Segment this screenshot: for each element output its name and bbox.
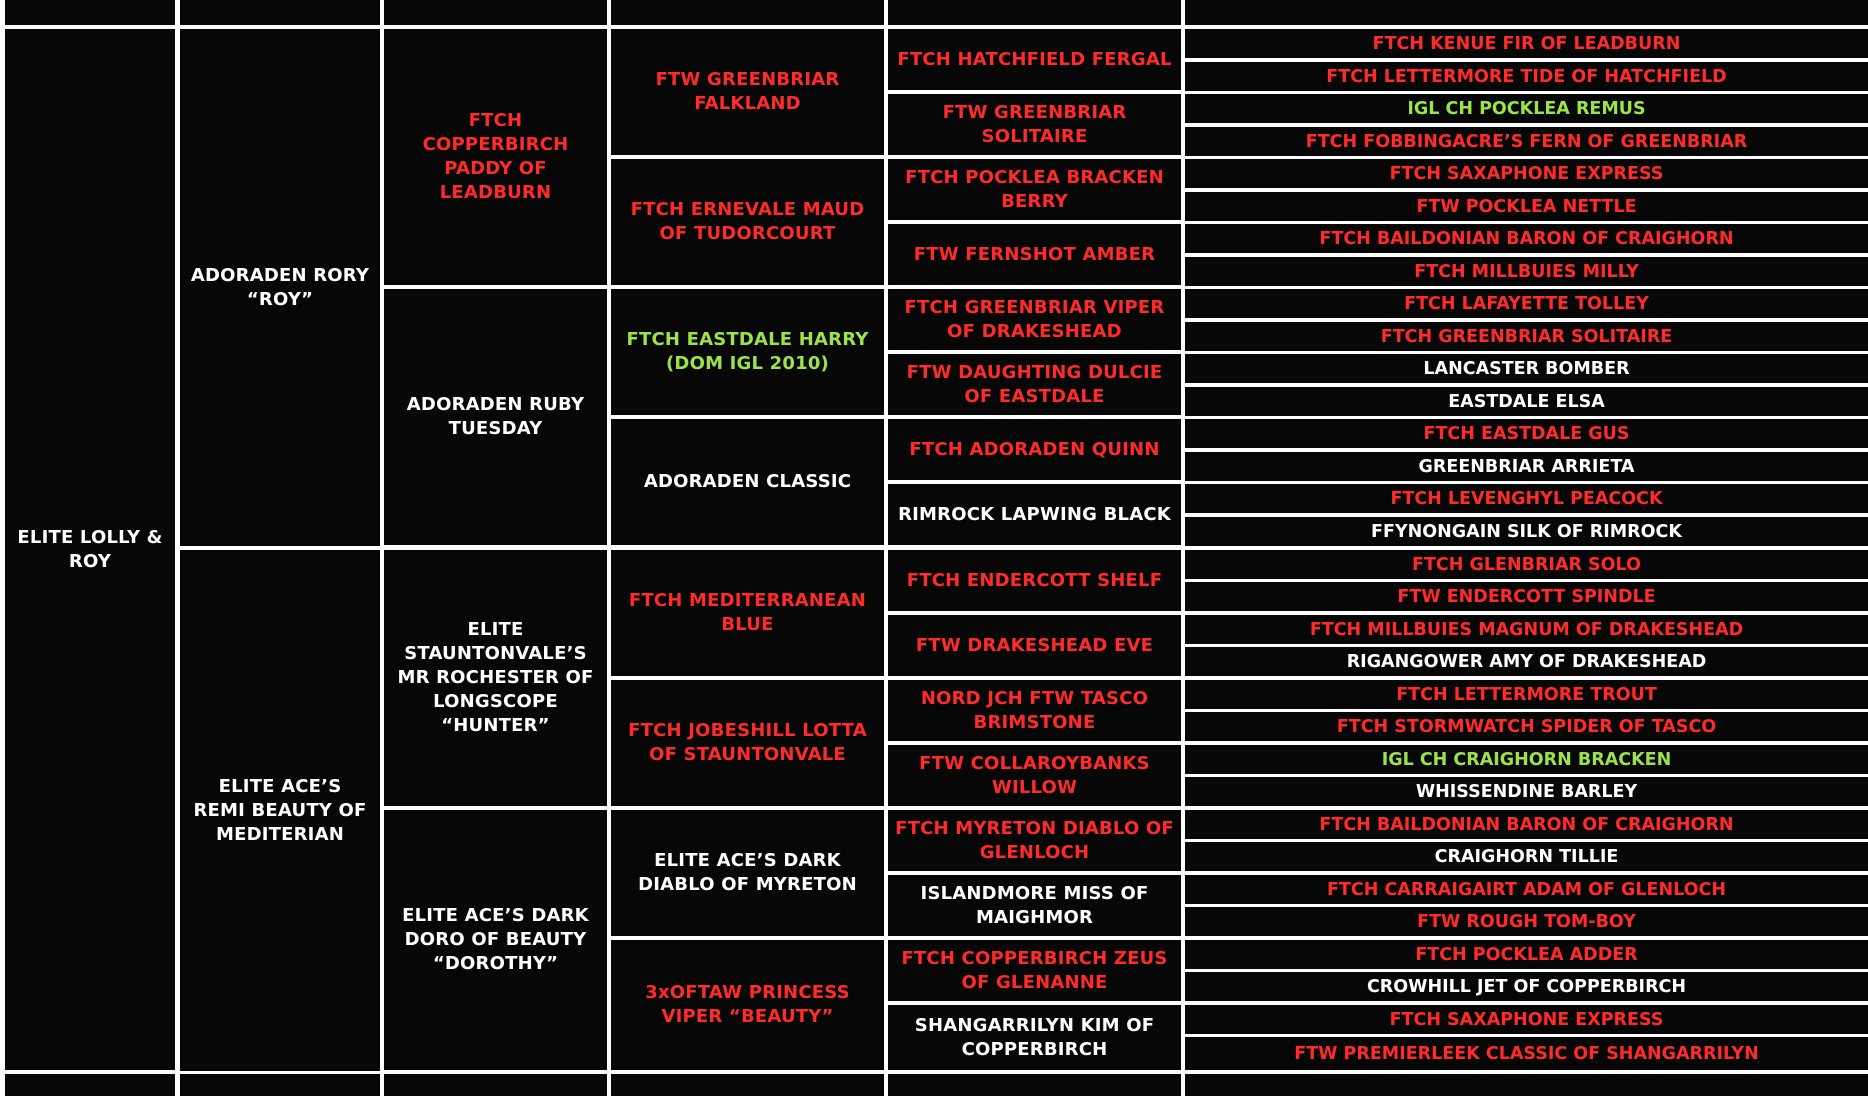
footer-cell xyxy=(888,1074,1181,1096)
gen5-ancestor-cell-name: ISLANDMORE MISS OF MAIGHMOR xyxy=(920,882,1149,928)
great-grandparent-cell-name: FTCH JOBESHILL LOTTA OF STAUNTONVALE xyxy=(628,720,867,765)
footer-cell xyxy=(1185,1074,1868,1096)
header-cell xyxy=(5,0,175,25)
gen6-ancestor-cell xyxy=(1185,777,1868,806)
gen6-ancestor-cell xyxy=(1185,127,1868,156)
gen5-ancestor-cell xyxy=(888,29,1181,90)
parent-cell xyxy=(180,550,380,1071)
gen6-ancestor-cell-name: FTCH LAFAYETTE TOLLEY xyxy=(1404,293,1649,314)
great-grandparent-cell xyxy=(611,289,884,415)
gen6-ancestor-cell-name: FTW PREMIERLEEK CLASSIC OF SHANGARRILYN xyxy=(1294,1043,1759,1064)
gen5-ancestor-cell-name: FTCH MYRETON DIABLO OF GLENLOCH xyxy=(895,817,1174,863)
gen6-ancestor-cell xyxy=(1185,582,1868,611)
great-grandparent-cell xyxy=(611,810,884,936)
great-grandparent-cell xyxy=(611,680,884,806)
gen6-ancestor-cell xyxy=(1185,810,1868,839)
gen6-ancestor-cell xyxy=(1185,257,1868,286)
gen6-ancestor-cell-name: FTCH LETTERMORE TROUT xyxy=(1396,684,1657,705)
gen6-ancestor-cell xyxy=(1185,1037,1868,1070)
header-cell xyxy=(611,0,884,25)
footer-cell xyxy=(5,1074,175,1096)
gen6-ancestor-cell xyxy=(1185,94,1868,123)
gen6-ancestor-cell xyxy=(1185,680,1868,709)
grandparent-cell xyxy=(384,550,607,806)
gen6-ancestor-cell xyxy=(1185,354,1868,383)
gen6-ancestor-cell-name: FTCH SAXAPHONE EXPRESS xyxy=(1389,163,1664,184)
great-grandparent-cell xyxy=(611,159,884,285)
gen6-ancestor-cell-name: FTCH POCKLEA ADDER xyxy=(1415,944,1638,965)
great-grandparent-cell-name: ELITE ACE’S DARK DIABLO OF MYRETON xyxy=(638,850,857,895)
gen6-ancestor-cell-name: FTCH GREENBRIAR SOLITAIRE xyxy=(1380,326,1673,347)
gen5-ancestor-cell xyxy=(888,875,1181,936)
gen5-ancestor-cell xyxy=(888,615,1181,676)
gen5-ancestor-cell-name: NORD JCH FTW TASCO BRIMSTONE xyxy=(920,687,1149,733)
header-cell xyxy=(888,0,1181,25)
gen5-ancestor-cell-name: FTW DAUGHTING DULCIE OF EASTDALE xyxy=(906,361,1163,407)
gen6-ancestor-cell xyxy=(1185,615,1868,644)
gen6-ancestor-cell-name: LANCASTER BOMBER xyxy=(1423,358,1630,379)
gen6-ancestor-cell xyxy=(1185,550,1868,579)
gen6-ancestor-cell xyxy=(1185,484,1868,513)
gen6-ancestor-cell xyxy=(1185,29,1868,58)
gen6-ancestor-cell-name: EASTDALE ELSA xyxy=(1448,391,1605,412)
subject-cell-name: ELITE LOLLY & ROY xyxy=(17,526,163,572)
gen6-ancestor-cell xyxy=(1185,1005,1868,1034)
gen6-ancestor-cell-name: GREENBRIAR ARRIETA xyxy=(1418,456,1635,477)
gen6-ancestor-cell-name: FTCH SAXAPHONE EXPRESS xyxy=(1389,1009,1664,1030)
header-cell xyxy=(180,0,380,25)
great-grandparent-cell xyxy=(611,940,884,1070)
gen5-ancestor-cell xyxy=(888,289,1181,350)
gen5-ancestor-cell-name: FTCH COPPERBIRCH ZEUS OF GLENANNE xyxy=(901,947,1168,993)
gen6-ancestor-cell-name: FFYNONGAIN SILK OF RIMROCK xyxy=(1371,521,1682,542)
gen6-ancestor-cell-name: CROWHILL JET OF COPPERBIRCH xyxy=(1366,976,1687,997)
grandparent-cell xyxy=(384,289,607,545)
grandparent-cell-name: ELITE ACE’S DARK DORO OF BEAUTY “DOROTHY” xyxy=(402,905,589,974)
great-grandparent-cell xyxy=(611,550,884,676)
gen5-ancestor-cell xyxy=(888,94,1181,155)
gen5-ancestor-cell xyxy=(888,484,1181,545)
great-grandparent-cell-name: FTCH MEDITERRANEAN BLUE xyxy=(628,590,867,635)
gen5-ancestor-cell-name: FTCH ADORADEN QUINN xyxy=(909,438,1160,460)
gen5-ancestor-cell xyxy=(888,354,1181,415)
parent-cell-name: ELITE ACE’S REMI BEAUTY OF MEDITERIAN xyxy=(193,775,367,845)
gen5-ancestor-cell xyxy=(888,745,1181,806)
gen6-ancestor-cell xyxy=(1185,452,1868,481)
parent-cell-name: ADORADEN RORY “ROY” xyxy=(190,264,370,310)
gen6-ancestor-cell-name: WHISSENDINE BARLEY xyxy=(1415,781,1638,802)
gen5-ancestor-cell-name: FTW GREENBRIAR SOLITAIRE xyxy=(942,101,1127,147)
gen6-ancestor-cell-name: FTCH KENUE FIR OF LEADBURN xyxy=(1372,33,1681,54)
gen6-ancestor-cell xyxy=(1185,322,1868,351)
gen6-ancestor-cell-name: FTCH BAILDONIAN BARON OF CRAIGHORN xyxy=(1319,814,1734,835)
gen5-ancestor-cell-name: FTCH POCKLEA BRACKEN BERRY xyxy=(905,166,1164,212)
gen5-ancestor-cell xyxy=(888,419,1181,480)
gen6-ancestor-cell-name: FTCH STORMWATCH SPIDER OF TASCO xyxy=(1336,716,1717,737)
gen6-ancestor-cell xyxy=(1185,647,1868,676)
gen5-ancestor-cell xyxy=(888,810,1181,871)
gen5-ancestor-cell-name: FTCH GREENBRIAR VIPER OF DRAKESHEAD xyxy=(904,296,1165,342)
gen6-ancestor-cell-name: FTCH MILLBUIES MAGNUM OF DRAKESHEAD xyxy=(1309,619,1744,640)
gen6-ancestor-cell xyxy=(1185,387,1868,416)
gen6-ancestor-cell-name: FTCH LETTERMORE TIDE OF HATCHFIELD xyxy=(1326,66,1727,87)
great-grandparent-cell xyxy=(611,29,884,155)
gen5-ancestor-cell xyxy=(888,1005,1181,1070)
grandparent-cell-name: ELITE STAUNTONVALE’S MR ROCHESTER OF LONGSCOPE “HUNTER” xyxy=(397,619,594,736)
great-grandparent-cell-name: FTCH EASTDALE HARRY (DOM IGL 2010) xyxy=(626,329,869,374)
great-grandparent-cell xyxy=(611,419,884,545)
great-grandparent-cell-name: ADORADEN CLASSIC xyxy=(643,471,852,492)
subject-cell xyxy=(5,29,175,1070)
gen6-ancestor-cell-name: CRAIGHORN TILLIE xyxy=(1434,846,1619,867)
gen6-ancestor-cell xyxy=(1185,745,1868,774)
header-cell xyxy=(1185,0,1868,25)
gen6-ancestor-cell-name: FTCH MILLBUIES MILLY xyxy=(1414,261,1639,282)
gen6-ancestor-cell-name: IGL CH POCKLEA REMUS xyxy=(1407,98,1646,119)
gen6-ancestor-cell-name: RIGANGOWER AMY OF DRAKESHEAD xyxy=(1346,651,1707,672)
gen5-ancestor-cell-name: FTW COLLAROYBANKS WILLOW xyxy=(919,752,1150,798)
great-grandparent-cell-name: FTCH ERNEVALE MAUD OF TUDORCOURT xyxy=(630,199,865,244)
gen5-ancestor-cell-name: RIMROCK LAPWING BLACK xyxy=(898,503,1171,525)
gen5-ancestor-cell xyxy=(888,940,1181,1001)
gen5-ancestor-cell xyxy=(888,224,1181,285)
gen6-ancestor-cell-name: IGL CH CRAIGHORN BRACKEN xyxy=(1381,749,1672,770)
gen6-ancestor-cell xyxy=(1185,907,1868,936)
gen6-ancestor-cell xyxy=(1185,940,1868,969)
gen6-ancestor-cell xyxy=(1185,159,1868,188)
footer-cell xyxy=(180,1074,380,1096)
gen6-ancestor-cell xyxy=(1185,62,1868,91)
gen5-ancestor-cell xyxy=(888,159,1181,220)
gen6-ancestor-cell xyxy=(1185,712,1868,741)
gen6-ancestor-cell xyxy=(1185,972,1868,1001)
gen6-ancestor-cell-name: FTCH EASTDALE GUS xyxy=(1423,423,1630,444)
gen5-ancestor-cell-name: SHANGARRILYN KIM OF COPPERBIRCH xyxy=(914,1014,1155,1060)
gen6-ancestor-cell xyxy=(1185,224,1868,253)
gen6-ancestor-cell xyxy=(1185,517,1868,546)
gen6-ancestor-cell-name: FTCH BAILDONIAN BARON OF CRAIGHORN xyxy=(1319,228,1734,249)
gen5-ancestor-cell xyxy=(888,680,1181,741)
parent-cell xyxy=(180,29,380,546)
gen5-ancestor-cell xyxy=(888,550,1181,611)
gen5-ancestor-cell-name: FTCH ENDERCOTT SHELF xyxy=(906,569,1163,591)
gen6-ancestor-cell-name: FTCH GLENBRIAR SOLO xyxy=(1412,554,1641,575)
gen6-ancestor-cell xyxy=(1185,875,1868,904)
header-cell xyxy=(384,0,607,25)
gen6-ancestor-cell-name: FTCH LEVENGHYL PEACOCK xyxy=(1390,488,1663,509)
footer-cell xyxy=(611,1074,884,1096)
great-grandparent-cell-name: 3xOFTAW PRINCESS VIPER “BEAUTY” xyxy=(645,982,850,1027)
gen6-ancestor-cell-name: FTCH CARRAIGAIRT ADAM OF GLENLOCH xyxy=(1326,879,1727,900)
gen6-ancestor-cell xyxy=(1185,419,1868,448)
gen6-ancestor-cell-name: FTW ROUGH TOM-BOY xyxy=(1417,911,1636,932)
gen6-ancestor-cell xyxy=(1185,289,1868,318)
gen6-ancestor-cell-name: FTW ENDERCOTT SPINDLE xyxy=(1397,586,1656,607)
gen5-ancestor-cell-name: FTW FERNSHOT AMBER xyxy=(913,243,1156,265)
gen6-ancestor-cell xyxy=(1185,842,1868,871)
grandparent-cell-name: ADORADEN RUBY TUESDAY xyxy=(406,394,585,439)
great-grandparent-cell-name: FTW GREENBRIAR FALKLAND xyxy=(655,69,840,114)
gen6-ancestor-cell xyxy=(1185,192,1868,221)
gen5-ancestor-cell-name: FTW DRAKESHEAD EVE xyxy=(915,634,1154,656)
footer-cell xyxy=(384,1074,607,1096)
grandparent-cell xyxy=(384,810,607,1070)
grandparent-cell xyxy=(384,29,607,285)
grandparent-cell-name: FTCH COPPERBIRCH PADDY OF LEADBURN xyxy=(422,110,569,203)
gen5-ancestor-cell-name: FTCH HATCHFIELD FERGAL xyxy=(897,48,1172,70)
gen6-ancestor-cell-name: FTW POCKLEA NETTLE xyxy=(1416,196,1637,217)
gen6-ancestor-cell-name: FTCH FOBBINGACRE’S FERN OF GREENBRIAR xyxy=(1305,131,1748,152)
